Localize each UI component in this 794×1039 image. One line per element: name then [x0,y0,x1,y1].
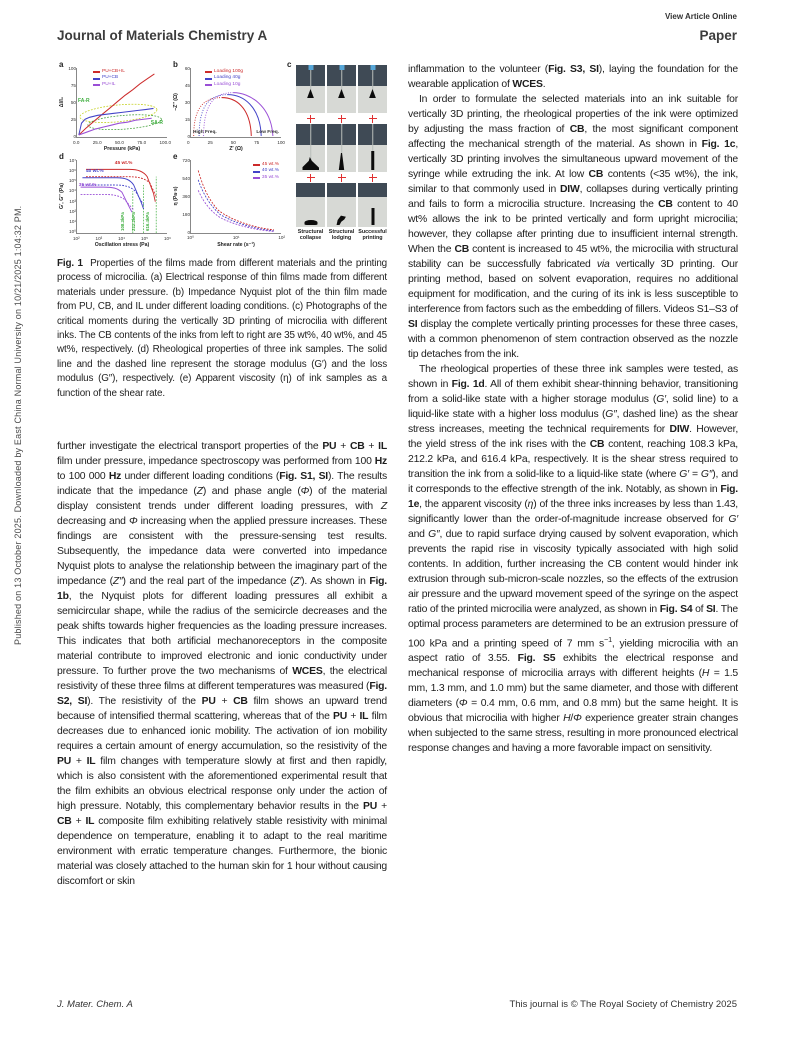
axis-tick: 0 [187,134,190,139]
ink-collapsed-blob [302,157,319,170]
fig1-panel-e [173,154,285,250]
page-header [57,28,737,43]
axis-tick: 10³ [95,236,103,241]
panel-a-ylabel: ΔI/I₀ [59,96,65,107]
article-type-label: Paper [699,28,737,43]
photo-print-start [327,65,356,113]
down-arrow-icon [307,174,315,182]
legend-marker [93,84,100,86]
photo-print-mid [327,124,356,172]
sidebar-provenance-note: Published on 13 October 2025. Downloaded by East China Normal University on 10/21/2025 1:04:32 PM. [13,205,23,645]
axis-tick: 10² [278,235,285,240]
photo-column-35wt [296,65,325,241]
lodged-structure [336,214,347,225]
axis-tick: 10² [73,236,80,241]
photo-label: Structural lodging [328,229,355,242]
paragraph: inflammation to the volunteer (Fig. S3, SI), laying the foundation for the wearable application of WCES. [408,64,738,90]
axis-tick: 10¹ [69,218,76,224]
down-arrow-icon [369,174,377,182]
axis-tick: 75.0 [137,140,147,145]
axis-tick: 720 [182,158,190,163]
panel-e-yticks [178,158,190,235]
axis-tick: 10⁵ [68,178,76,184]
ink-slender-stem [337,153,346,170]
axis-tick: 10³ [69,198,76,204]
panel-a-xticks [73,140,171,145]
photo-background [358,183,387,197]
axis-tick: 10⁷ [69,158,76,163]
down-arrow-icon [307,115,315,123]
legend-marker [205,78,212,80]
panel-tag-a: a [59,60,64,69]
axis-tick: 540 [182,176,190,181]
panel-b-high-freq-note: High Freq. [193,130,217,135]
axis-tick: 10⁶ [163,236,171,241]
down-arrow-icon [338,174,346,182]
panel-b-xlabel: Z′ (Ω) [229,146,243,152]
axis-tick: 45 [184,83,190,88]
legend-marker [93,71,100,73]
figure-1 [57,62,387,250]
axis-tick: 10⁰ [187,235,194,240]
syringe-tip [339,65,344,70]
panel-b-plot [173,66,285,152]
panel-d-label-45wt: 45 wt.% [114,161,133,167]
panel-d-yield-2: 212.2kPa [131,212,137,231]
photo-print-start [296,65,325,113]
axis-tick: 25 [70,117,76,122]
axis-tick: 10² [69,208,76,214]
legend-label: PU+IL [102,81,116,87]
legend-marker [205,71,212,73]
axis-tick: 10¹ [232,235,240,240]
panel-e-xticks [187,235,285,241]
paragraph: The rheological properties of these three ink samples were tested, as shown in Fig. 1d. All of them exhibit shear-thinning behavior, transitioning from a solid-like state with a higher storage modulus (G′, solid line) to a liquid-like state with a higher loss modulus (G″, dashed line) as the shear stress increases, meeting the technical requirements for DIW. However, the yield stress of the ink rises with the CB content, reaching 108.3 kPa, 212.2 kPa, and 616.4 kPa, respectively. It is the shear stress required to transition the ink from a solid-like to a liquid-like state (where G′ = G″), and it corresponds to the effective strength of the ink. Notably, as shown in Fig. 1e, the apparent viscosity (η) of the three inks increases by less than 1.43, significantly lower than the order-of-magnitude increase observed for G′ and G″, due to rapid surface drying caused by solvent evaporation, which prevents the rapid rise in viscosity typically associated with high solid contents. In addition, further increasing the CB content would hinder ink extrusion through sub-micron-scale nozzles, so the effects of the extrusion air pressure and the upward movement speed of the syringe on the aspect ratio of the printed microcilia were analyzed, as shown in Fig. S4 of SI. The optimal process parameters are determined to be an extrusion pressure of 100 kPa and a printing speed of 7 mm $s^{-1}$, yielding microcilia with an aspect ratio of 3.55. Fig. S5 exhibits the electrical response and mechanical response of microcilia arrays with different heights (H = 1.5 mm, 1.3 mm, and 1.0 mm) but the same diameter, and those with different diameters (Φ = 0.4 mm, 0.6 mm, and 0.8 mm) but the same height. It is obvious that microcilia with higher H/Φ experience greater strain changes when subjected to the same stress, resulting in more pronounced electrical response changes and having a more favorable impact on sensitivity. [408,364,739,755]
panel-e-ylabel: η (Pa·s) [173,185,179,206]
photo-print-start [358,65,387,113]
axis-tick: 75 [70,83,76,88]
legend-marker [253,171,260,173]
axis-tick: 180 [182,212,190,217]
panel-a-yticks [64,66,76,139]
panel-c-photo-grid [296,65,387,241]
photo-print-mid [358,124,387,172]
axis-tick: 10⁴ [118,236,126,241]
paragraph: In order to formulate the selected materials into an ink suitable for vertically 3D printing, the rheological properties of the ink were optimized by adjusting the mass fraction of CB, the most significant component affecting the mechanical strength of the material. As shown in Fig. 1c, vertically 3D printing involves the simultaneous upward movement of the syringe while extruding the ink. At low CB contents (<35 wt%), the ink, similar to that commonly used in DIW, collapses during vertically printing and fails to form a microcilia structure. Increasing the CB content to 40 wt% allows the ink to be printed vertically and form upright microcilia; however, they collapse after printing due to insufficient internal strength. When the CB content is increased to 45 wt%, the microcilia with structural stability can be successfully fabricated via vertically 3D printing. Our printing method, based on solvent evaporation, requires no additional equipment for modification, and the curing of its ink is less susceptible to interference from factors such as the embedding of fillers. Videos S1–S3 of SI display the complete vertically printing processes for these three cases, with a common phenomenon of stem contraction observed as the nozzle tip detaches from the ink. [408,94,739,360]
down-arrow-icon [369,115,377,123]
axis-tick: 30 [184,100,190,105]
panel-b-legend [205,69,243,88]
panel-d-yticks [64,158,76,235]
down-arrow-icon [338,115,346,123]
legend-label: 45 wt.% [261,162,279,167]
axis-tick: 100 [277,140,285,145]
figure-1-caption: Fig. 1 Properties of the films made from different materials and the printing process of microcilia. (a) Electrical response of thin films made from different materials under pressure. (b) Impedance Nyquist plot of the thin film made from PU, CB, and IL under different loading conditions. (c) Photographs of the critical moments during the vertically 3D printing of microcilia with different inks. The CB contents of the inks from left to right are 35 wt%, 40 wt%, and 45 wt%, respectively. (d) Rheological properties of three ink samples. The solid line and the dashed line represent the storage modulus (G′) and the loss modulus (G″), respectively. (e) Apparent viscosity (η) of ink samples as a function of the shear rate. [57,258,388,399]
copyright-notice: This journal is © The Royal Society of Chemistry 2025 [509,999,737,1010]
legend-marker [253,164,260,166]
axis-tick: 0 [187,140,190,145]
right-column-text [408,62,738,756]
panel-a-annotation-far: FA-R [78,98,90,105]
panel-tag-e: e [173,152,178,161]
axis-tick: 0 [187,230,190,235]
ink-cone [338,89,346,98]
photo-background [296,183,325,197]
photo-print-result [358,183,387,227]
axis-tick: 50.0 [114,140,124,145]
axis-tick: 10⁵ [141,236,149,241]
page-footer [57,999,737,1010]
fig1-panel-a [59,62,171,154]
panel-b-xticks [187,140,285,145]
panel-tag-b: b [173,60,178,69]
axis-tick: 25.0 [92,140,102,145]
legend-marker [205,84,212,86]
two-column-body [57,62,738,889]
paragraph: further investigate the electrical transport properties of the PU + CB + IL film under pressure, impedance spectroscopy was performed from 100 Hz to 100 000 Hz under different loading conditions (Fig. S1, SI). The results indicate that the impedance (Z) and phase angle (Φ) of the material display consistent trends under different loading pressures, with Z decreasing and Φ increasing when the applied pressure increases. These findings are consistent with the pressure-sensing test results. Subsequently, the impedance data were converted into impedance Nyquist plots to analyse the relationship between the imaginary part of the impedance (Z″) and the real part of the impedance (Z′). As shown in Fig. 1b, the Nyquist plots for different loading pressures all exhibit a semicircular shape, while the radius of the semicircle decreases and the peak shifts towards higher frequencies as the loading pressure increases. This indicates that both artificial mechanoreceptors in the composite material contribute to improved electronic and ionic conductivity under pressure. To further prove the two mechanisms of WCES, the electrical resistivity of these three films at different temperatures was measured (Fig. S2, SI). The resistivity of the PU + CB film shows an upward trend because of intensified thermal scattering, whereas that of the PU + IL film decreases due to enhanced ionic mobility. The activation of ion mobility requires a certain amount of energy accumulation, so the resistivity of the PU + IL film changes with temperature slowly at first and then rapidly, which is also consistent with the aforementioned experimental result that the film exhibits an obvious electrical response only under the action of high pressure. Notably, this complementary behavior results in the PU + CB + IL composite film exhibiting relatively stable resistivity with minimal dependence on temperature, enabling it to adapt to the real maritime environment with erratic temperature changes. Furthermore, the bionic material was closely attached to the human skin for 1 hour without causing discomfort or skin [57,441,388,888]
panel-d-label-35wt: 35 wt.% [78,183,97,189]
panel-d-yield-3: 616.4kPa [144,212,150,231]
legend-label: 35 wt.% [261,174,279,180]
photo-column-40wt [327,65,356,241]
panel-d-ylabel: G′, G″ (Pa) [59,182,65,209]
axis-tick: 60 [184,66,190,71]
photo-print-result [296,183,325,227]
axis-tick: 10⁴ [68,188,76,194]
photo-label: Successful printing [358,229,387,242]
axis-tick: 50 [230,140,236,145]
axis-tick: 75 [254,140,260,145]
right-column [408,62,738,889]
legend-marker [93,78,100,80]
photo-print-mid [296,124,325,172]
ink-upright-pillar [371,151,375,170]
legend-label: Loading 100g [214,69,244,74]
axis-tick: 15 [184,117,190,122]
left-column [57,62,387,889]
panel-d-xlabel: Oscillation stress (Pa) [94,242,150,248]
axis-tick: 50 [70,100,76,105]
axis-tick: 0.0 [73,140,80,145]
photo-label: Structural collapse [297,229,324,242]
panel-a-annotation-sar: SA-R [150,119,163,126]
axis-tick: 10⁶ [68,168,76,174]
photo-print-result [327,183,356,227]
journal-reference: J. Mater. Chem. A [57,999,133,1010]
legend-label: PU+CB [102,75,119,81]
axis-tick: 360 [182,194,190,199]
panel-e-xlabel: Shear rate (s⁻¹) [217,242,255,248]
panel-d-xticks [73,236,171,241]
panel-d-label-40wt: 40 wt.% [86,169,104,175]
panel-b-low-freq-note: Low Freq. [256,130,279,135]
panel-a-plot [59,66,171,152]
panel-a-xlabel: Pressure (kPa) [103,146,141,152]
photo-column-45wt [358,65,387,241]
panel-tag-c: c [287,60,292,69]
ink-cone [307,89,315,98]
legend-label: Loading 40g [214,75,241,81]
panel-e-plot [173,158,285,248]
view-article-online-link[interactable]: View Article Online [664,12,737,21]
panel-b-ylabel: −Z″ (Ω) [173,92,179,111]
syringe-tip [370,65,375,70]
photo-background [327,183,356,197]
panel-tag-d: d [59,152,64,161]
axis-tick: 0 [73,134,76,139]
legend-label: Loading 10g [214,81,241,87]
axis-tick: 100 [68,66,76,71]
syringe-tip [308,65,313,70]
collapsed-structure [304,220,317,225]
left-column-text [57,439,387,889]
legend-item [205,82,243,88]
axis-tick: 10⁰ [69,228,76,234]
journal-title: Journal of Materials Chemistry A [57,28,268,43]
panel-a-legend [93,69,125,88]
fig1-panel-b [173,62,285,154]
legend-item [253,175,279,181]
fig1-panel-d [59,154,171,250]
printed-microcilium [371,208,374,225]
panel-d-yield-1: 108.3kPa [119,212,125,231]
legend-marker [253,177,260,179]
axis-tick: 100.0 [159,140,171,145]
ink-cone [369,89,377,98]
fig1-panel-c [287,62,387,250]
axis-tick: 25 [207,140,213,145]
panel-e-legend [253,162,279,181]
panel-b-yticks [178,66,190,139]
legend-label: PU+CB+IL [102,69,125,74]
legend-label: 40 wt.% [261,168,279,174]
panel-d-plot [59,158,171,248]
legend-item [93,82,125,88]
